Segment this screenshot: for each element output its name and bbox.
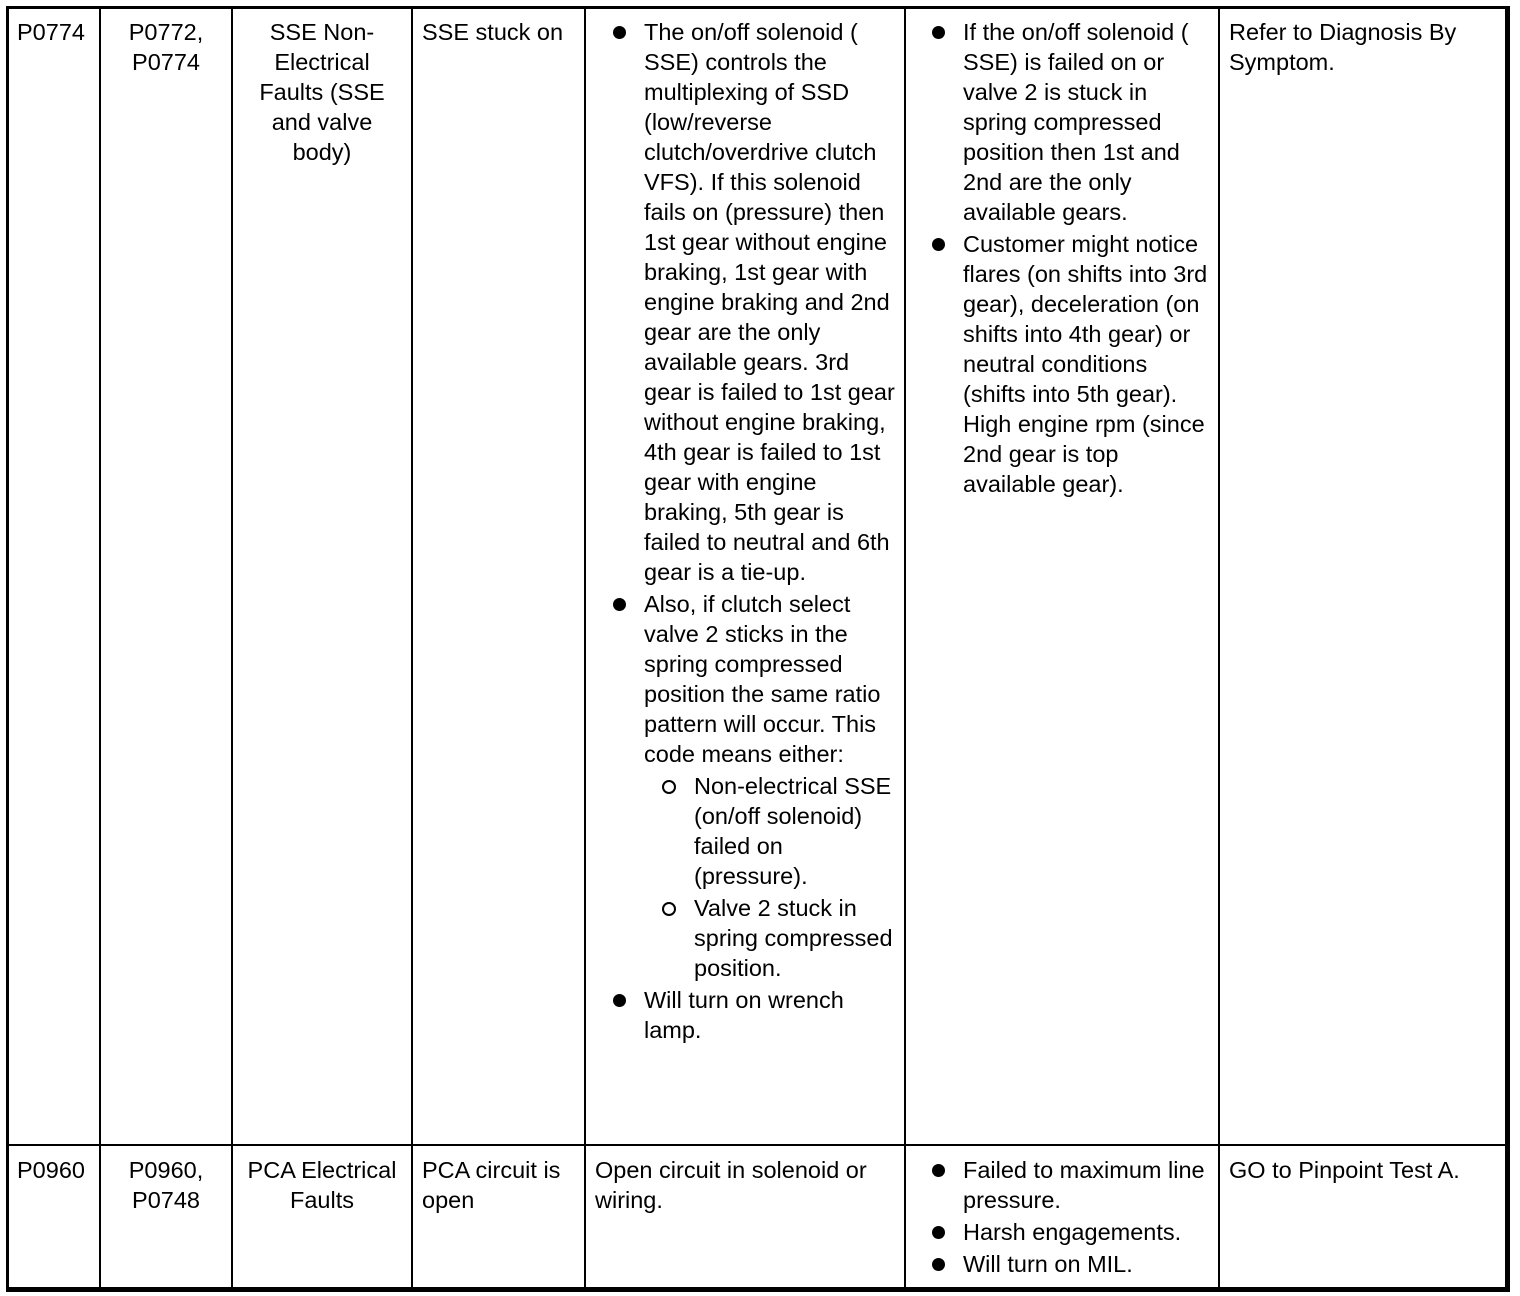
fault-category-cell: SSE Non-Electrical Faults (SSE and valve body) xyxy=(232,7,412,1145)
action-cell: Refer to Diagnosis By Symptom. xyxy=(1219,7,1509,1145)
dtc-code-cell: P0960 xyxy=(7,1145,100,1291)
related-codes-cell: P0960, P0748 xyxy=(100,1145,232,1291)
sub-list-item: Valve 2 stuck in spring compressed position. xyxy=(694,893,895,983)
bullet-text: Will turn on wrench lamp. xyxy=(644,987,844,1043)
related-codes-cell: P0772, P0774 xyxy=(100,7,232,1145)
list-item: Customer might notice flares (on shifts into 3rd gear), deceleration (on shifts into 4th gear) or neutral conditions (shifts into 5th gear). High engine rpm (since 2nd gear is top available gear). xyxy=(963,231,1208,497)
condition-cell: SSE stuck on xyxy=(412,7,585,1145)
dtc-code-cell: P0774 xyxy=(7,7,100,1145)
bullet-text: Also, if clutch select valve 2 sticks in the spring compressed position the same ratio pattern will occur. This code means either: xyxy=(644,591,881,767)
condition-cell: PCA circuit is open xyxy=(412,1145,585,1291)
list-item: If the on/off solenoid ( SSE) is failed on or valve 2 is stuck in spring compressed position then 1st and 2nd are the only available gears. xyxy=(963,17,1209,227)
action-cell: GO to Pinpoint Test A. xyxy=(1219,1145,1509,1291)
table-outer-border xyxy=(6,6,1508,1290)
bullet-text: The on/off solenoid ( SSE) controls the multiplexing of SSD (low/reverse clutch/overdrive clutch VFS). If this solenoid fails on (pressure) then 1st gear without engine braking, 1st gear with engine braking and 2nd gear are the only available gears. 3rd gear is failed to 1st gear without engine braking, 4th gear is failed to 1st gear with engine braking, 5th gear is failed to neutral and 6th gear is a tie-up. xyxy=(644,19,895,585)
fault-category-cell: PCA Electrical Faults xyxy=(232,1145,412,1291)
description-cell: Open circuit in solenoid or wiring. xyxy=(585,1145,905,1291)
list-item: Failed to maximum line pressure. xyxy=(963,1155,1209,1215)
sub-list-item: Non-electrical SSE (on/off solenoid) failed on (pressure). xyxy=(694,771,895,891)
list-item: Will turn on MIL. xyxy=(963,1249,1209,1279)
list-item: Harsh engagements. xyxy=(963,1217,1209,1247)
